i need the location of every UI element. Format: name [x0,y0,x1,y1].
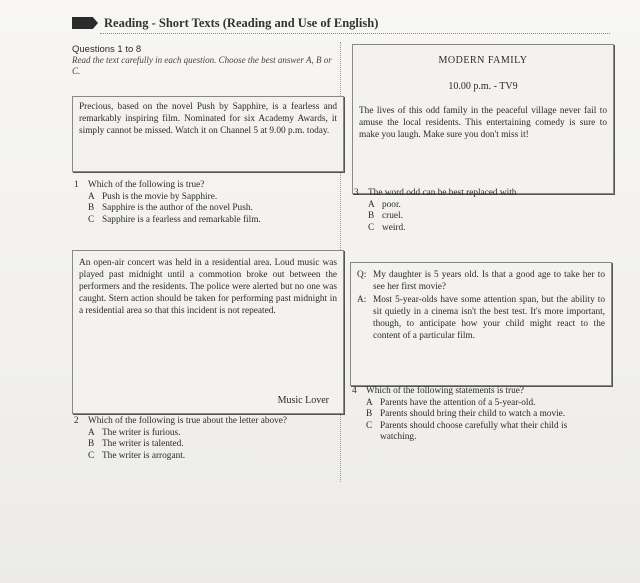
option-c[interactable] [74,215,336,227]
option-letter: A [88,427,95,438]
option-a[interactable] [74,428,336,440]
option-c[interactable] [74,451,336,463]
option-letter: B [368,211,375,221]
question-1 [74,180,336,226]
option-c[interactable] [352,421,602,444]
option-letter: A [88,191,95,202]
option-text: Sapphire is the author of the novel Push. [102,203,253,213]
option-letter: B [88,203,95,213]
section-arrow-icon [72,17,98,29]
option-letter: C [368,222,375,233]
option-text: The writer is arrogant. [102,450,186,461]
option-letter: B [88,439,95,449]
section-header [72,12,378,34]
option-text: Sapphire is a fearless and remarkable film. [102,214,261,225]
option-text: The writer is furious. [102,427,181,438]
q-label: Q: [357,270,367,280]
question-2 [74,416,336,462]
option-a[interactable] [354,200,602,212]
header-divider [100,33,610,34]
option-b[interactable] [352,409,602,421]
question-number: 3 [354,188,359,198]
question-4 [352,386,602,444]
option-a[interactable] [74,192,336,204]
text-1-body: Precious, based on the novel Push by Sapphire, is a fearless and remarkably inspiring film. Nominated for six Academy Awards, it simply cannot be missed. Watch it on Channel 5 at 9.00 p.m. today. [79,102,337,136]
option-text: Parents have the attention of a 5-year-old. [380,397,536,408]
option-text: Parents should choose carefully what their child is watching. [380,420,568,442]
question-stem: Which of the following is true about the letter above? [88,416,288,426]
option-b[interactable] [354,211,602,223]
option-c[interactable] [354,223,602,235]
option-text: Parents should bring their child to watch a movie. [380,409,566,419]
question-stem: The word odd can be best replaced with [368,188,517,198]
qa-answer [357,294,605,342]
option-letter: A [368,199,375,210]
option-letter: B [366,409,373,419]
text-2-body: The lives of this odd family in the peaceful village never fail to amuse the local residents. This entertaining comedy is sure to make you laugh. Make sure you don't miss it! [359,106,607,140]
questions-intro [72,44,337,77]
option-letter: A [366,397,373,408]
option-text: poor. [382,199,401,210]
text-2-time: 10.00 p.m. - TV9 [448,81,518,92]
question-number: 2 [74,416,79,426]
qa-question-text: My daughter is 5 years old. Is that a good age to take her to see her first movie? [373,270,605,292]
option-text: cruel. [382,211,403,221]
question-stem: Which of the following is true? [88,180,205,190]
option-b[interactable] [74,203,336,215]
text-box-4 [350,262,612,386]
letter-signature: Music Lover [277,395,329,406]
option-letter: C [366,420,373,431]
instructions-text: Read the text carefully in each question. Choose the best answer A, B or C. [72,55,332,76]
qa-answer-text: Most 5-year-olds have some attention span, but the ability to sit quietly in a cinema isn't the best test. It's more important, though, to anticipate how your child might react to the content of a particular film. [373,295,605,341]
question-stem: Which of the following statements is true? [366,386,525,396]
text-box-1 [72,96,344,172]
text-2-title: MODERN FAMILY [438,55,528,66]
option-a[interactable] [352,398,602,410]
text-box-3 [72,250,344,414]
qa-question [357,269,605,293]
text-box-2 [352,44,614,194]
option-text: weird. [382,222,406,233]
option-letter: C [88,450,95,461]
option-letter: C [88,214,95,225]
question-number: 1 [74,180,79,190]
a-label: A: [357,295,367,305]
questions-range-title: Questions 1 to 8 [72,44,142,55]
question-3 [354,188,602,234]
option-text: Push is the movie by Sapphire. [102,191,218,202]
text-3-body: An open-air concert was held in a residential area. Loud music was played past midnight until a commotion broke out between the performers and the residents. The police were alerted but no one was caught. Stern action should be taken for performing past midnight in a residential area so that this incident is not repeated. [79,258,337,316]
option-b[interactable] [74,439,336,451]
question-number: 4 [352,386,357,396]
section-title: Reading - Short Texts (Reading and Use of English) [104,15,379,30]
option-text: The writer is talented. [102,439,184,449]
